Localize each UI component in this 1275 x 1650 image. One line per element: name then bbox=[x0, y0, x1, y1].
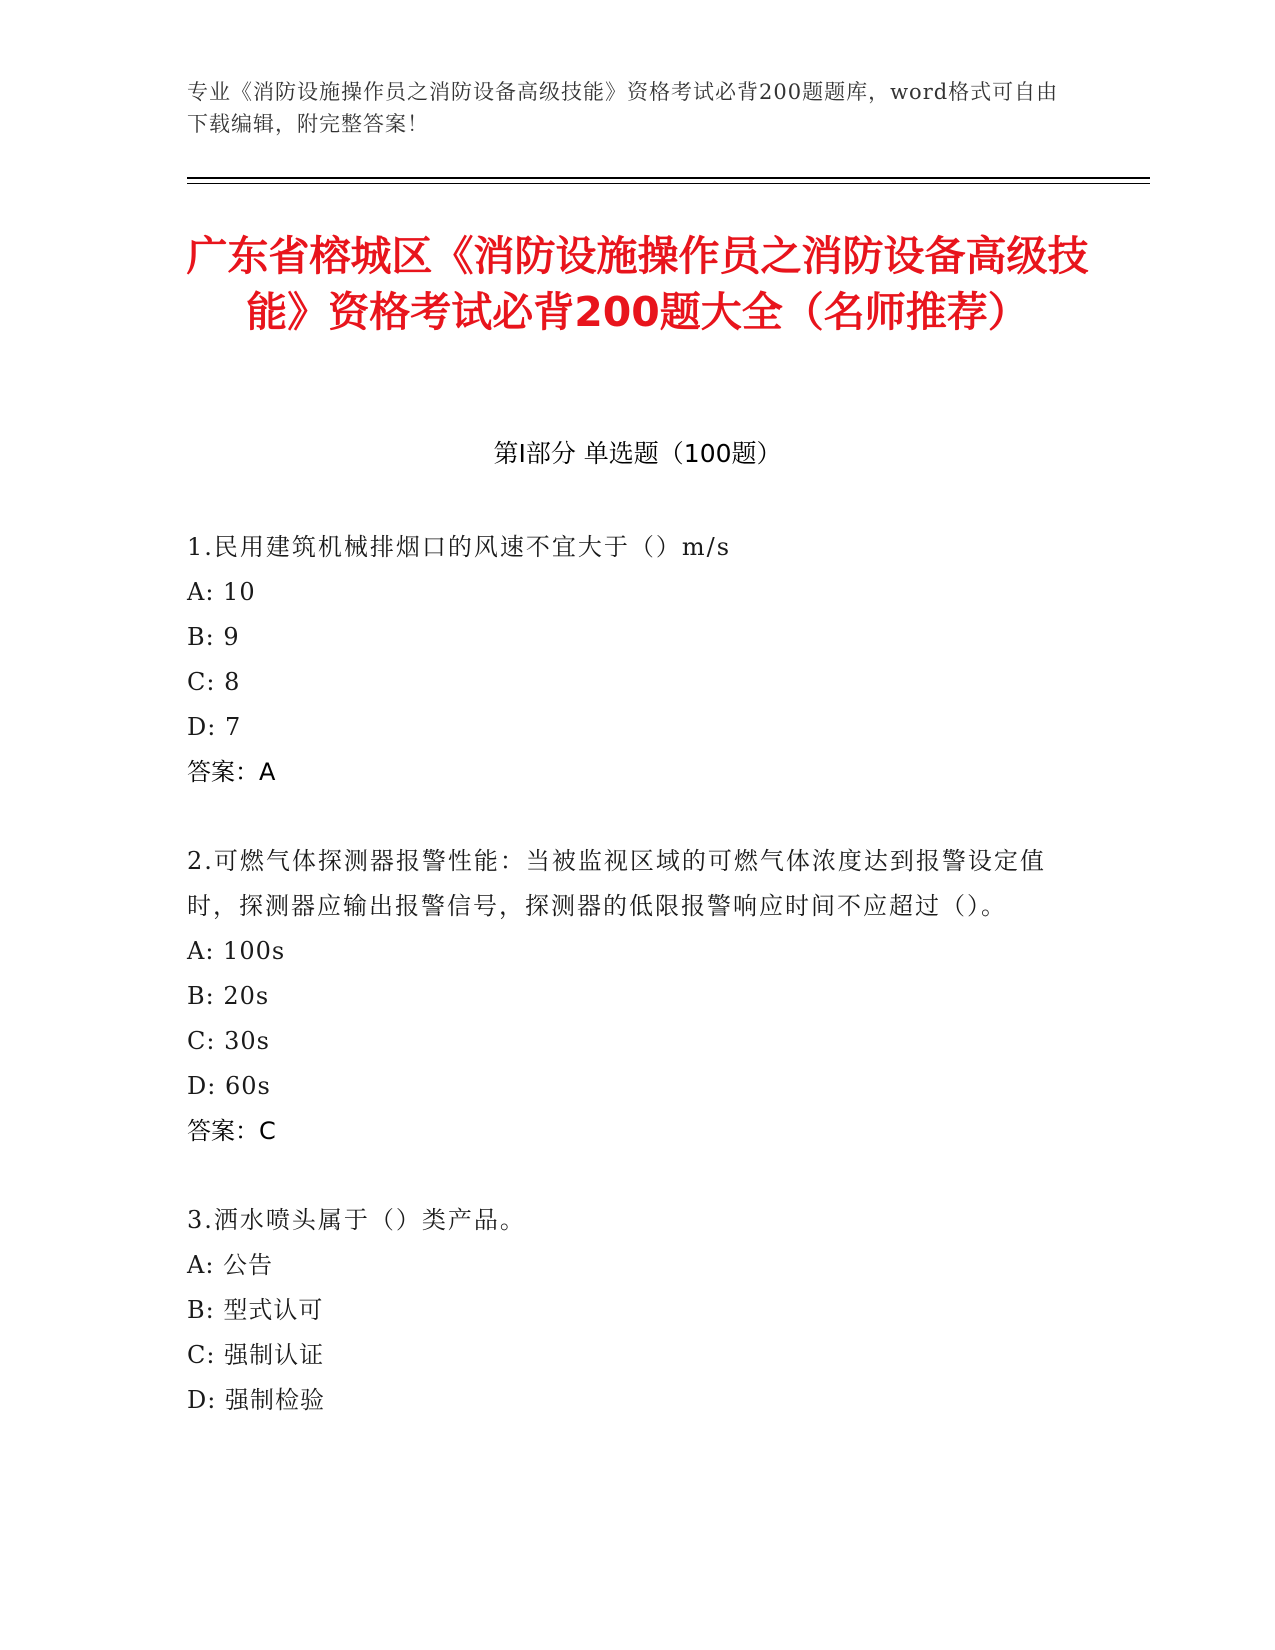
option-a: A: 10 bbox=[187, 578, 256, 606]
option-d: D: 7 bbox=[187, 713, 242, 741]
question-3 bbox=[187, 1198, 1067, 1423]
option-c: C: 8 bbox=[187, 668, 241, 696]
header-rule-thick bbox=[187, 177, 1150, 179]
option-a: A: 100s bbox=[187, 937, 286, 965]
option-c: C: 30s bbox=[187, 1027, 270, 1055]
option-d: D: 强制检验 bbox=[187, 1386, 325, 1414]
option-c: C: 强制认证 bbox=[187, 1341, 325, 1369]
option-b: B: 型式认可 bbox=[187, 1296, 324, 1324]
section-title: 第I部分 单选题（100题） bbox=[493, 439, 782, 468]
question-1 bbox=[187, 525, 1067, 795]
answer-line: 答案：A bbox=[187, 758, 276, 786]
question-stem: 1.民用建筑机械排烟口的风速不宜大于（）m/s bbox=[187, 533, 732, 561]
option-a: A: 公告 bbox=[187, 1251, 274, 1279]
option-b: B: 20s bbox=[187, 982, 270, 1010]
question-list bbox=[187, 525, 1067, 1467]
question-2 bbox=[187, 839, 1067, 1154]
answer-line: 答案：C bbox=[187, 1117, 276, 1145]
option-d: D: 60s bbox=[187, 1072, 271, 1100]
header-rule-thin bbox=[187, 183, 1150, 184]
question-stem: 2.可燃气体探测器报警性能：当被监视区域的可燃气体浓度达到报警设定值时，探测器应输出报警信号，探测器的低限报警响应时间不应超过（）。 bbox=[187, 847, 1046, 920]
header-note: 专业《消防设施操作员之消防设备高级技能》资格考试必背200题题库，word格式可自由下载编辑，附完整答案！ bbox=[187, 80, 1059, 136]
page-title: 广东省榕城区《消防设施操作员之消防设备高级技能》资格考试必背200题大全（名师推荐） bbox=[186, 232, 1089, 336]
option-b: B: 9 bbox=[187, 623, 240, 651]
question-stem: 3.洒水喷头属于（）类产品。 bbox=[187, 1206, 526, 1234]
